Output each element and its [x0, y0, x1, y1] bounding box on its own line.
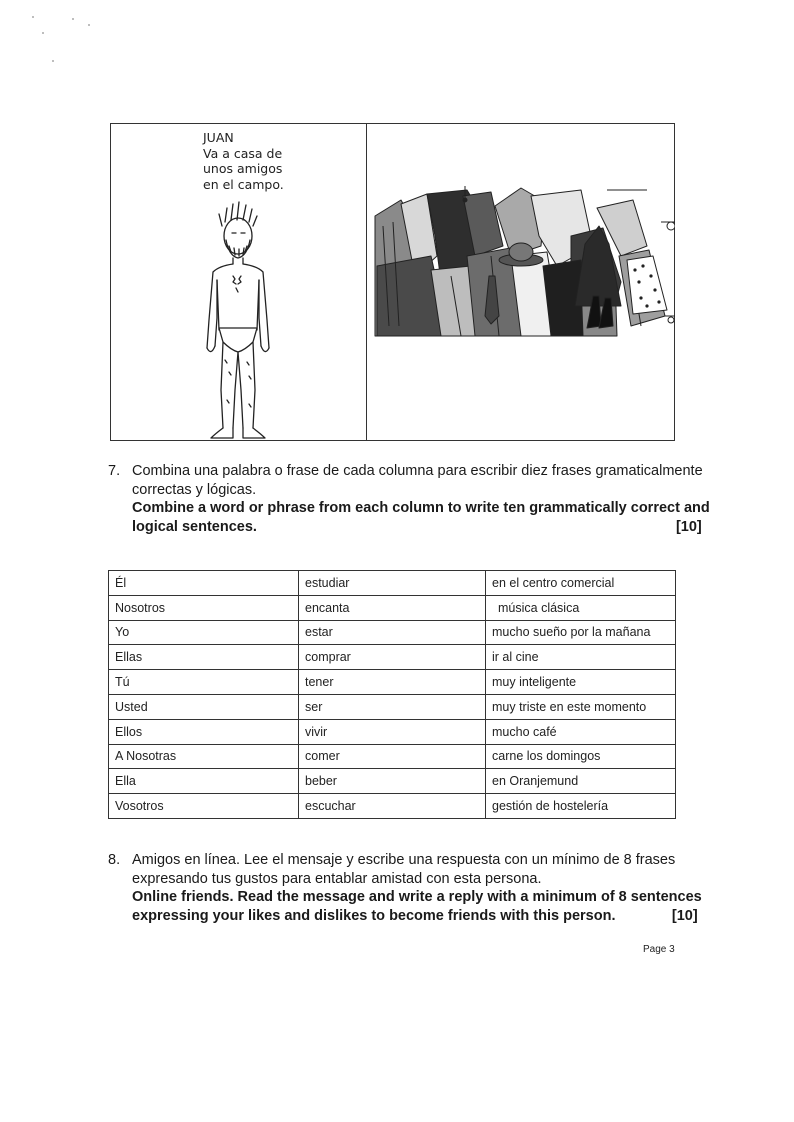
complement-cell: carne los domingos: [486, 744, 676, 769]
complement-cell: ir al cine: [486, 645, 676, 670]
complement-cell: mucho café: [486, 719, 676, 744]
picture-panel: [110, 123, 675, 441]
clothes-pile-illustration: [371, 186, 675, 338]
table-row: [109, 670, 676, 695]
table-row: [109, 645, 676, 670]
verb-cell: vivir: [299, 719, 486, 744]
question-marks: [10]: [675, 518, 702, 535]
table-row: [109, 571, 676, 596]
juan-illustration: [189, 200, 289, 440]
question-spanish-line: expresando tus gustos para entablar amistad con esta persona.: [132, 870, 542, 887]
complement-cell: mucho sueño por la mañana: [486, 620, 676, 645]
juan-panel: [111, 124, 367, 440]
question-english-line: Combine a word or phrase from each column to write ten grammatically correct and: [132, 500, 710, 516]
page-number: Page 3: [643, 944, 675, 955]
table-row: [109, 719, 676, 744]
complement-cell: música clásica: [486, 595, 676, 620]
subject-cell: Ellos: [109, 719, 299, 744]
question-8: [108, 851, 702, 925]
question-number: 7.: [108, 463, 121, 479]
subject-cell: Yo: [109, 620, 299, 645]
table-row: [109, 794, 676, 819]
subject-cell: Vosotros: [109, 794, 299, 819]
verb-cell: ser: [299, 694, 486, 719]
verb-cell: estudiar: [299, 571, 486, 596]
subject-cell: Nosotros: [109, 595, 299, 620]
subject-cell: A Nosotras: [109, 744, 299, 769]
question-7: [108, 462, 710, 536]
table-row: [109, 769, 676, 794]
subject-cell: Ella: [109, 769, 299, 794]
caption-line: JUAN: [203, 130, 234, 145]
question-english-line: expressing your likes and dislikes to become friends with this person.: [132, 907, 616, 924]
caption-line: unos amigos: [203, 161, 283, 176]
complement-cell: muy inteligente: [486, 670, 676, 695]
question-english-line: Online friends. Read the message and write a reply with a minimum of 8 sentences: [132, 889, 702, 905]
complement-cell: gestión de hostelería: [486, 794, 676, 819]
caption-line: en el campo.: [203, 176, 284, 192]
table-row: [109, 620, 676, 645]
scan-marks: [28, 10, 108, 70]
verb-cell: beber: [299, 769, 486, 794]
verb-cell: comprar: [299, 645, 486, 670]
complement-cell: muy triste en este momento: [486, 694, 676, 719]
subject-cell: Usted: [109, 694, 299, 719]
verb-cell: tener: [299, 670, 486, 695]
subject-cell: Ellas: [109, 645, 299, 670]
verb-cell: estar: [299, 620, 486, 645]
verb-cell: encanta: [299, 595, 486, 620]
verb-cell: escuchar: [299, 794, 486, 819]
question-english-line: logical sentences.: [132, 518, 257, 535]
question-number: 8.: [108, 852, 121, 868]
juan-caption: [203, 130, 284, 192]
question-marks: [10]: [671, 907, 698, 924]
caption-line: Va a casa de: [203, 145, 283, 161]
subject-cell: Él: [109, 571, 299, 596]
table-row: [109, 694, 676, 719]
sentence-table: [108, 570, 676, 819]
question-spanish-line: Amigos en línea. Lee el mensaje y escribe una respuesta con un mínimo de 8 frases: [132, 852, 676, 868]
table-row: [109, 744, 676, 769]
clothes-panel: [367, 124, 674, 440]
question-spanish-line: Combina una palabra o frase de cada columna para escribir diez frases gramaticalmente: [132, 463, 703, 479]
verb-cell: comer: [299, 744, 486, 769]
question-spanish-line: correctas y lógicas.: [132, 481, 257, 498]
complement-cell: en Oranjemund: [486, 769, 676, 794]
complement-cell: en el centro comercial: [486, 571, 676, 596]
table-row: [109, 595, 676, 620]
subject-cell: Tú: [109, 670, 299, 695]
